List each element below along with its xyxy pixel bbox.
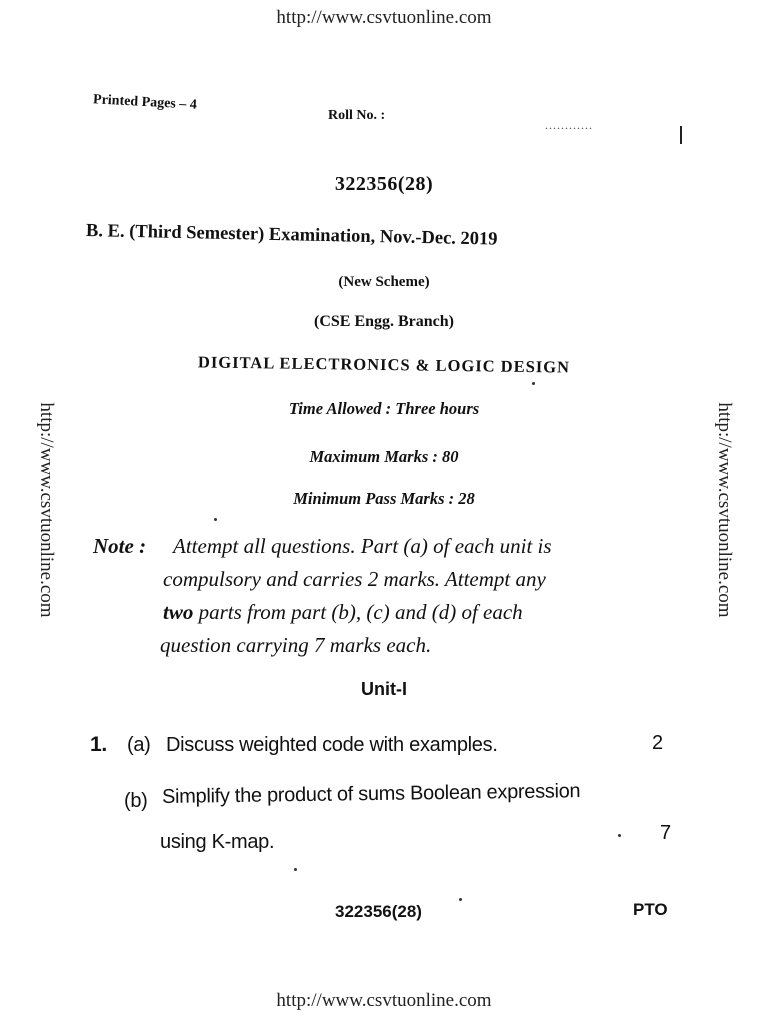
- question-b-text-line-2: using K-map.: [160, 831, 275, 853]
- printed-pages: Printed Pages – 4: [92, 92, 198, 113]
- question-a-marks: 2: [652, 732, 663, 754]
- minimum-pass-marks: Minimum Pass Marks : 28: [293, 489, 475, 508]
- footer-paper-code: 322356(28): [335, 902, 422, 921]
- note-label: Note :: [93, 534, 147, 558]
- bottom-watermark-url: http://www.csvtuonline.com: [276, 990, 492, 1011]
- note-line-3: [163, 600, 523, 625]
- subject-title: DIGITAL ELECTRONICS & LOGIC DESIGN: [197, 352, 571, 377]
- roll-no-dots: ............: [545, 118, 593, 132]
- question-number: 1.: [90, 733, 107, 756]
- branch: (CSE Engg. Branch): [313, 313, 455, 330]
- note-line-2: compulsory and carries 2 marks. Attempt any: [163, 567, 546, 591]
- top-watermark-url: http://www.csvtuonline.com: [276, 7, 492, 28]
- note-emphasis: two: [163, 600, 194, 624]
- exam-title: B. E. (Third Semester) Examination, Nov.-Dec. 2019: [85, 221, 498, 250]
- note-line-4: question carrying 7 marks each.: [160, 633, 432, 657]
- paper-code: 322356(28): [334, 173, 434, 195]
- question-b-marks: 7: [660, 822, 671, 844]
- unit-title: Unit-I: [361, 679, 407, 699]
- scan-speck: [618, 834, 621, 837]
- scan-speck: [532, 382, 535, 385]
- left-side-watermark-url: http://www.csvtuonline.com: [36, 402, 57, 618]
- question-b-text-line-1: Simplify the product of sums Boolean expression: [161, 780, 581, 808]
- question-a-text: Discuss weighted code with examples.: [166, 734, 498, 756]
- note-line-3-text: parts from part (b), (c) and (d) of each: [193, 600, 523, 624]
- note-line-1: Attempt all questions. Part (a) of each unit is: [173, 534, 552, 558]
- time-allowed: Time Allowed : Three hours: [288, 399, 480, 418]
- question-a-label: (a): [127, 734, 151, 756]
- roll-no-label: Roll No. :: [328, 108, 386, 123]
- maximum-marks: Maximum Marks : 80: [309, 447, 459, 466]
- question-b-label: (b): [124, 790, 148, 812]
- scan-speck: [459, 898, 462, 901]
- right-side-watermark-url: http://www.csvtuonline.com: [714, 402, 735, 618]
- scan-speck: [214, 518, 217, 521]
- scheme: (New Scheme): [338, 274, 430, 290]
- pto-label: PTO: [633, 900, 668, 919]
- roll-no-mark: [680, 126, 682, 144]
- scan-speck: [294, 868, 297, 871]
